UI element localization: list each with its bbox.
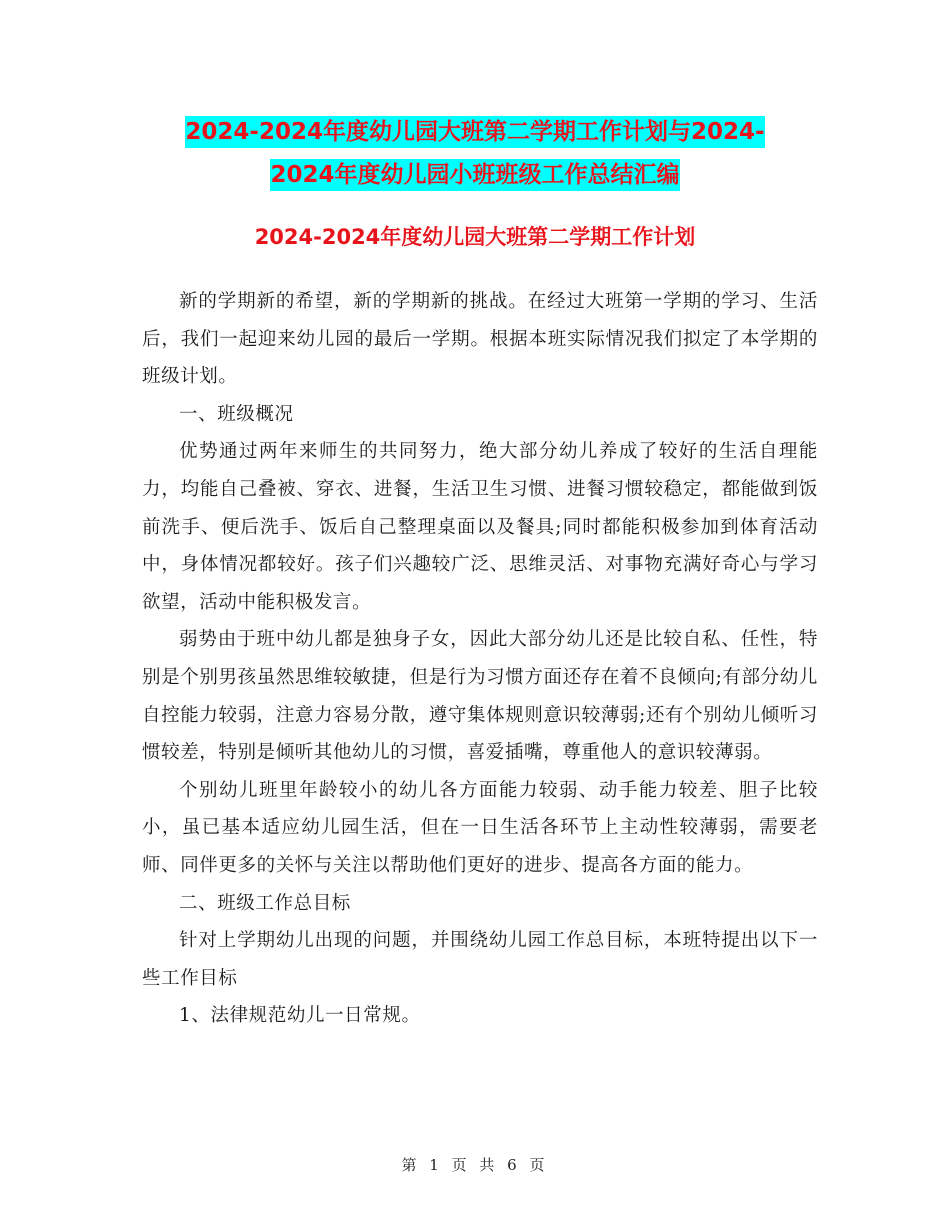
title-highlight-1: 2024-2024年度幼儿园大班第二学期工作计划与2024- (185, 116, 764, 148)
section-title: 2024-2024年度幼儿园大班第二学期工作计划 (254, 225, 696, 249)
list-item-goal-1: 1、法律规范幼儿一日常规。 (179, 1005, 421, 1027)
document-body (142, 283, 818, 1035)
document-title-line-1 (0, 117, 950, 147)
heading-class-overview: 一、班级概况 (179, 403, 294, 425)
document-title-line-2 (0, 160, 950, 190)
paragraph-strengths: 优势通过两年来师生的共同努力，绝大部分幼儿养成了较好的生活自理能力，均能自己叠被、穿衣、进餐，生活卫生习惯、进餐习惯较稳定，都能做到饭前洗手、便后洗手、饭后自己整理桌面以及餐具;同时都能积极参加到体育活动中，身体情况都较好。孩子们兴趣较广泛、思维灵活、对事物充满好奇心与学习欲望，活动中能积极发言。 (142, 441, 818, 613)
paragraph-weaknesses: 弱势由于班中幼儿都是独身子女，因此大部分幼儿还是比较自私、任性，特别是个别男孩虽然思维较敏捷，但是行为习惯方面还存在着不良倾向;有部分幼儿自控能力较弱，注意力容易分散，遵守集体规则意识较薄弱;还有个别幼儿倾听习惯较差，特别是倾听其他幼儿的习惯，喜爱插嘴，尊重他人的意识较薄弱。 (142, 629, 818, 764)
heading-overall-goals: 二、班级工作总目标 (179, 892, 351, 914)
paragraph-intro: 新的学期新的希望，新的学期新的挑战。在经过大班第一学期的学习、生活后，我们一起迎来幼儿园的最后一学期。根据本班实际情况我们拟定了本学期的班级计划。 (142, 291, 818, 388)
title-highlight-2: 2024年度幼儿园小班班级工作总结汇编 (270, 159, 679, 191)
paragraph-individual-children: 个别幼儿班里年龄较小的幼儿各方面能力较弱、动手能力较差、胆子比较小，虽已基本适应幼儿园生活，但在一日生活各环节上主动性较薄弱，需要老师、同伴更多的关怀与关注以帮助他们更好的进步、提高各方面的能力。 (142, 779, 818, 876)
paragraph-goals-intro: 针对上学期幼儿出现的问题，并围绕幼儿园工作总目标，本班特提出以下一些工作目标 (142, 930, 818, 989)
page-footer: 第 1 页 共 6 页 (401, 1156, 549, 1174)
